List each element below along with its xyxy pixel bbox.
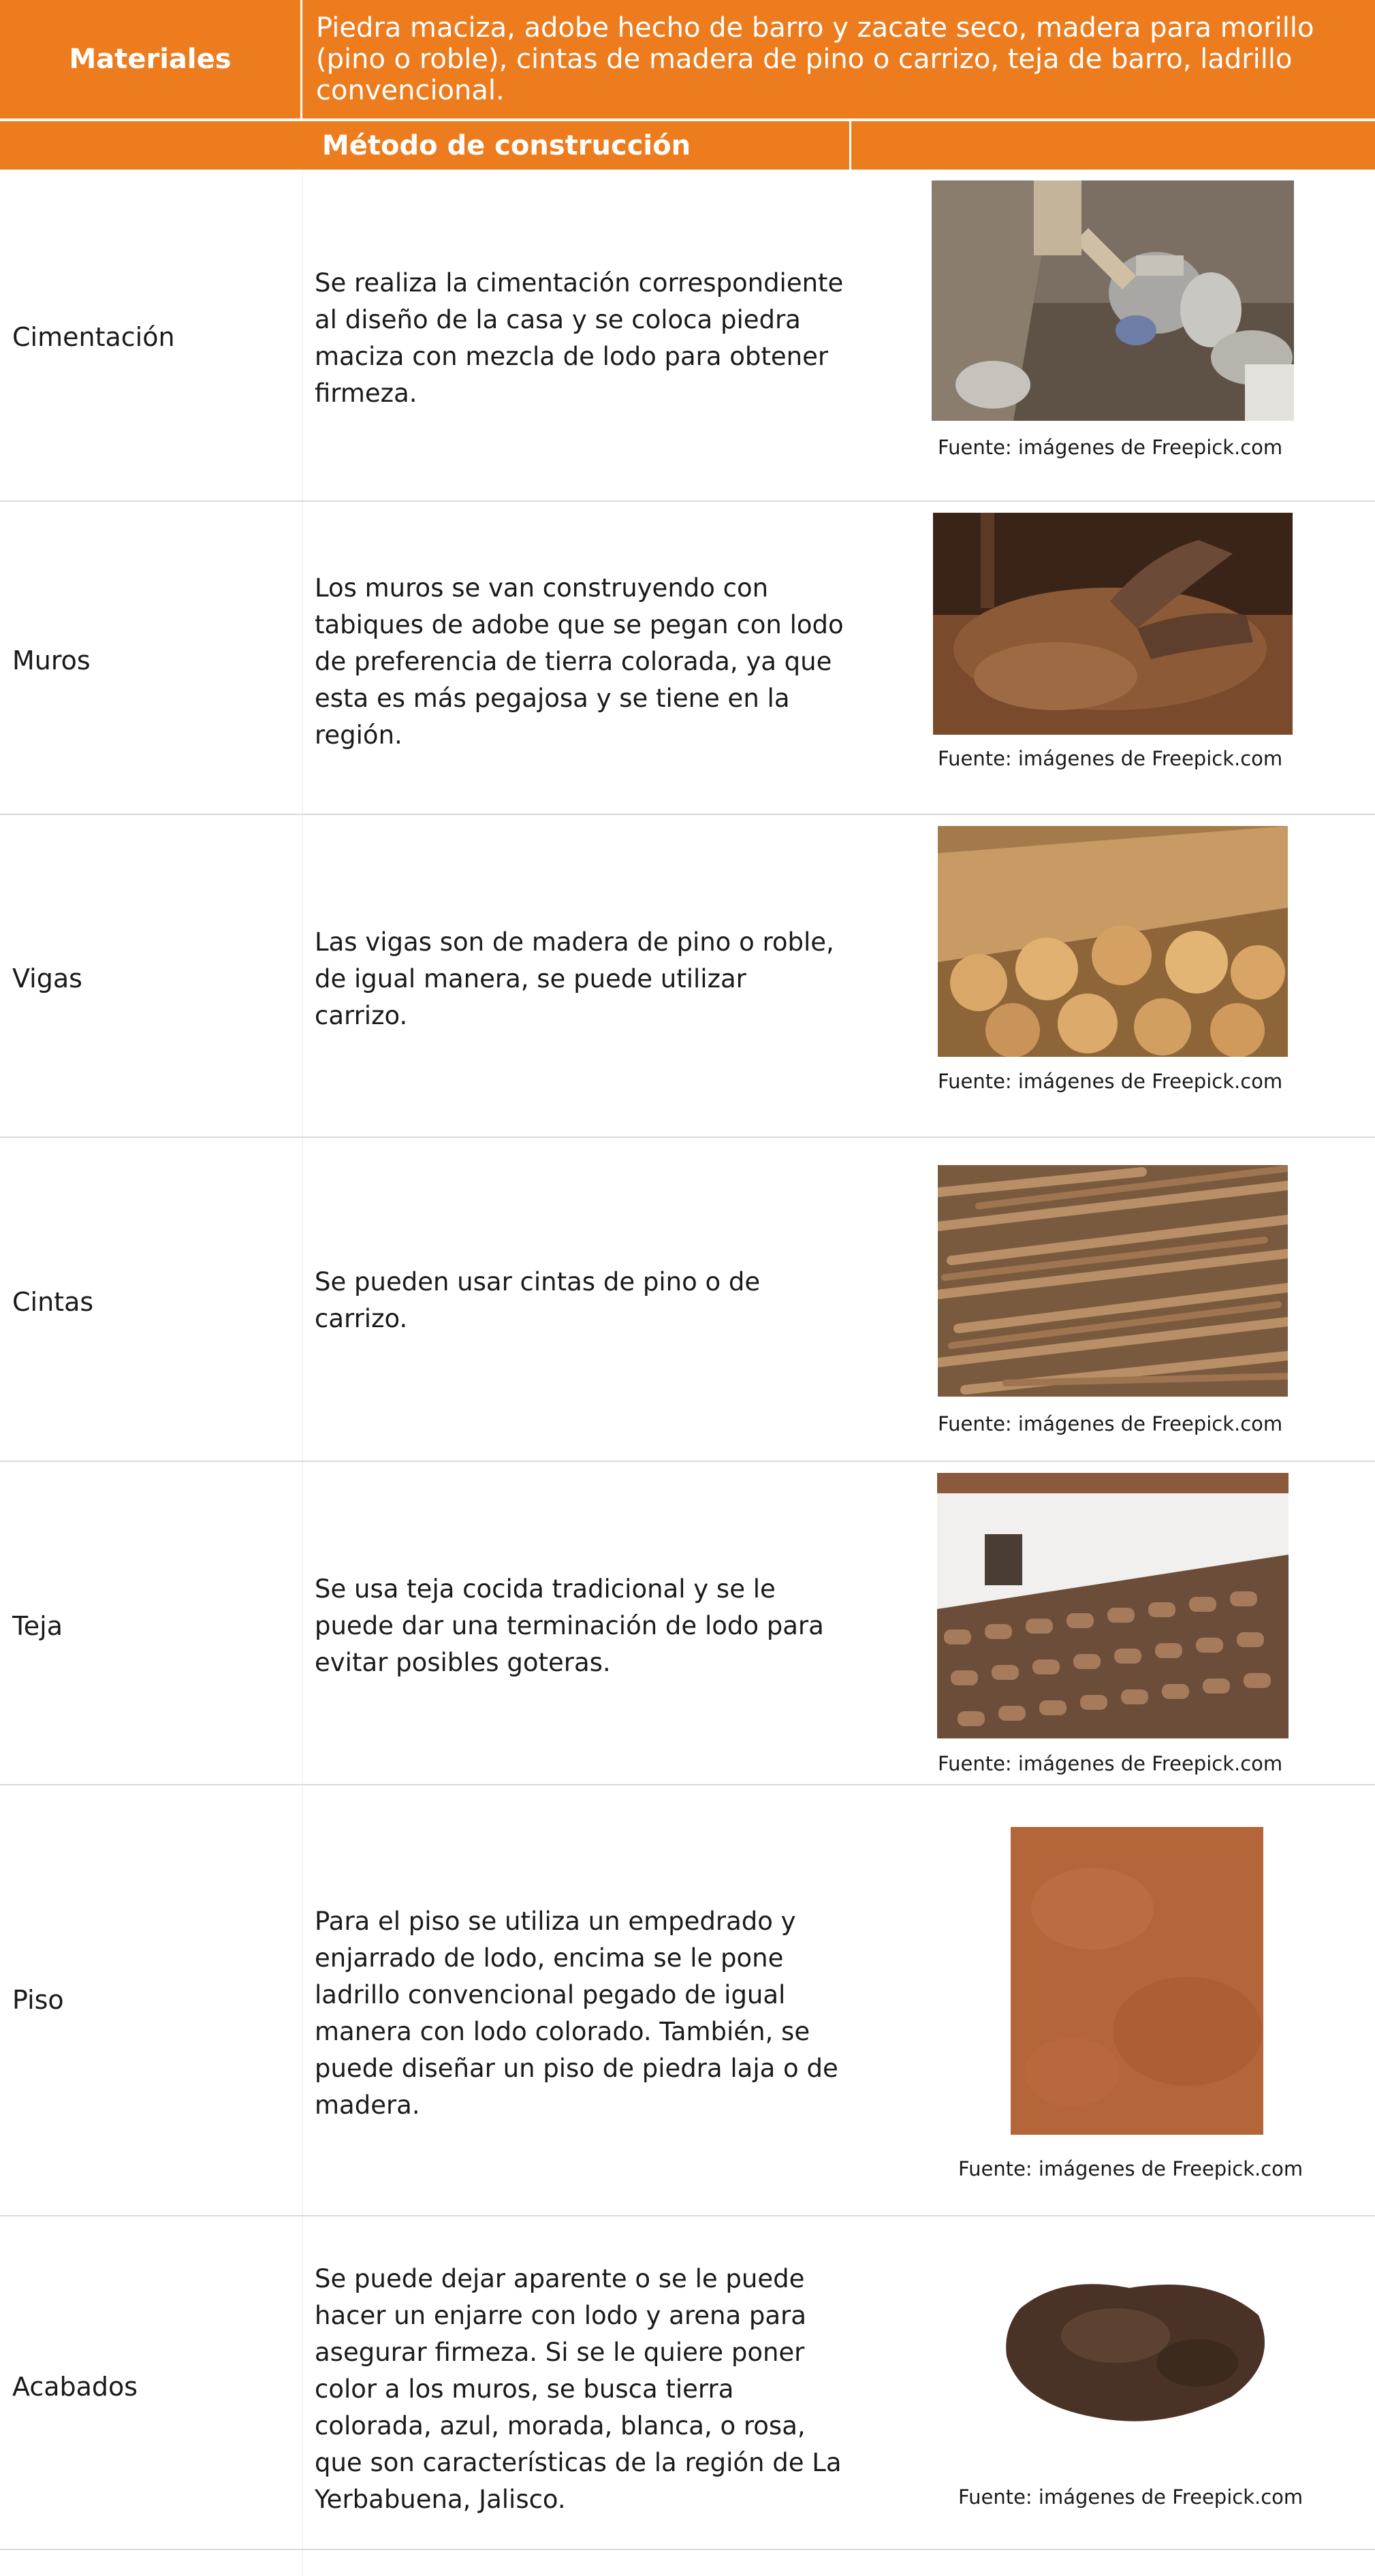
row-name: Vigas — [12, 964, 82, 993]
materials-text: Piedra maciza, adobe hecho de barro y zacate seco, madera para morillo (pino o roble), cintas de madera de pino o carrizo, teja de barro, ladrillo convencional. — [316, 12, 1314, 106]
image-caption: Fuente: imágenes de Freepick.com — [938, 747, 1283, 770]
wood-logs-photo — [938, 826, 1288, 1057]
table-row-vigas — [0, 815, 1375, 1138]
row-description: Los muros se van construyendo con tabiques de adobe que se pegan con lodo de preferencia de tierra colorada, ya que esta es más pegajosa y se tiene en la región. — [315, 573, 844, 750]
stone-foundation-photo — [932, 180, 1294, 421]
row-name: Cintas — [12, 1287, 94, 1317]
row-name: Piso — [12, 1985, 64, 2015]
red-soil-photo — [1011, 1827, 1263, 2135]
roof-tiles-photo — [937, 1473, 1289, 1738]
row-name: Teja — [12, 1611, 63, 1641]
materials-header — [0, 0, 1375, 118]
table-row-acabados — [0, 2216, 1375, 2550]
image-caption: Fuente: imágenes de Freepick.com — [938, 1752, 1283, 1775]
table-row-cintas — [0, 1138, 1375, 1462]
table-row-muros — [0, 502, 1375, 815]
wood-poles-photo — [938, 1165, 1288, 1397]
mud-hands-photo — [933, 513, 1293, 735]
row-description: Se realiza la cimentación correspondiente al diseño de la casa y se coloca piedra maciza con mezcla de lodo para obtener firmeza. — [315, 268, 844, 408]
row-name: Cimentación — [12, 322, 175, 352]
row-description: Las vigas son de madera de pino o roble, de igual manera, se puede utilizar carrizo. — [315, 927, 834, 1030]
soil-clump-photo — [993, 2261, 1279, 2438]
table-row-teja — [0, 1462, 1375, 1785]
row-name: Muros — [12, 646, 91, 675]
row-description: Se usa teja cocida tradicional y se le puede dar una terminación de lodo para evitar posibles goteras. — [315, 1574, 824, 1677]
image-caption: Fuente: imágenes de Freepick.com — [938, 1070, 1283, 1093]
table-row-piso — [0, 1785, 1375, 2216]
table-row-cimentacion — [0, 170, 1375, 502]
row-name: Acabados — [12, 2372, 138, 2402]
method-header — [0, 118, 1375, 170]
image-caption: Fuente: imágenes de Freepick.com — [958, 2157, 1303, 2180]
image-caption: Fuente: imágenes de Freepick.com — [958, 2485, 1303, 2509]
image-caption: Fuente: imágenes de Freepick.com — [938, 436, 1283, 459]
method-header-empty-cell — [851, 121, 1375, 170]
row-description: Se pueden usar cintas de pino o de carrizo. — [315, 1267, 761, 1333]
materials-label: Materiales — [0, 0, 302, 118]
image-caption: Fuente: imágenes de Freepick.com — [938, 1412, 1283, 1435]
method-label: Método de construcción — [0, 121, 851, 170]
row-description: Se puede dejar aparente o se le puede hacer un enjarre con lodo y arena para asegurar firmeza. Si se le quiere poner color a los muros, se busca tierra colorada, azul, morada, blanca, o rosa, que son características de la región de La Yerbabuena, Jalisco. — [315, 2264, 842, 2514]
row-description: Para el piso se utiliza un empedrado y enjarrado de lodo, encima se le pone ladrillo convencional pegado de igual manera con lodo colorado. También, se puede diseñar un piso de piedra laja o de madera. — [315, 1907, 838, 2120]
